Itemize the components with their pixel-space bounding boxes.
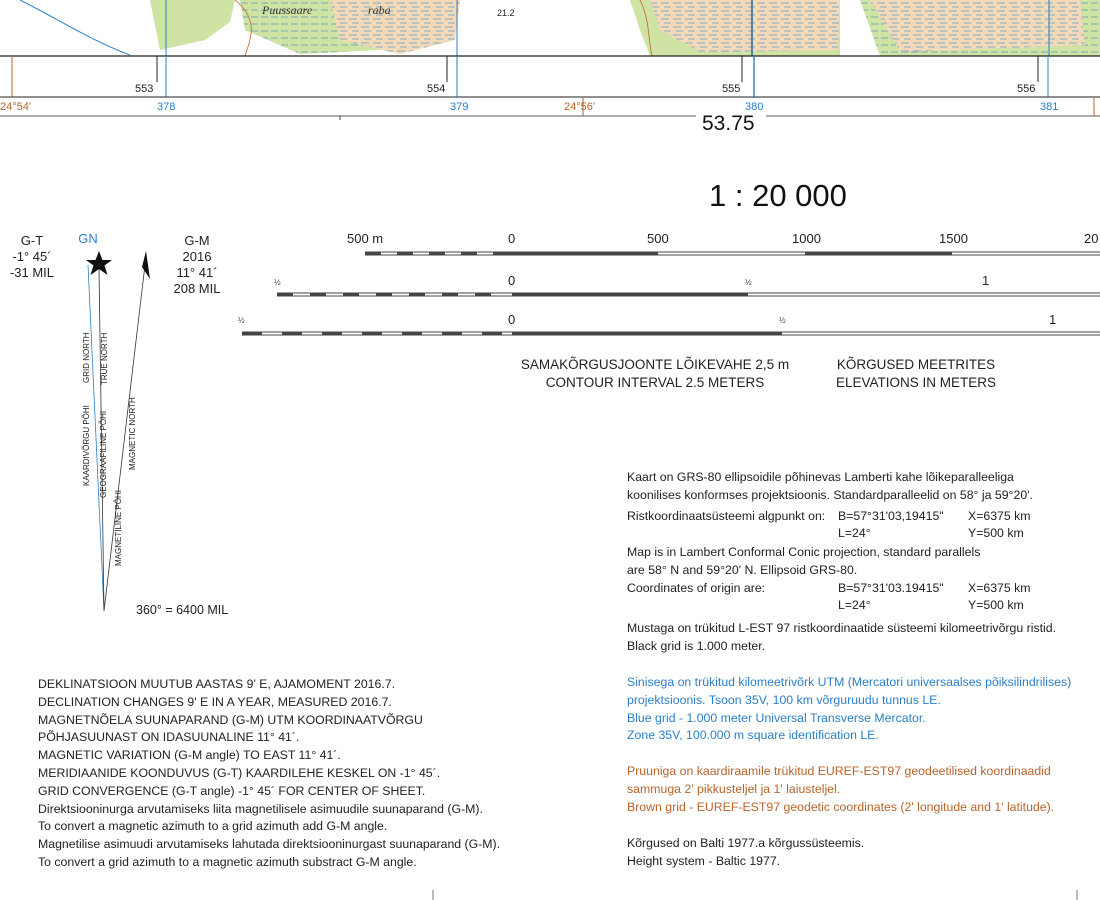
declination-line: To convert a grid azimuth to a magnetic azimuth substract G-M angle. (38, 854, 417, 869)
utm-number: 381 (1040, 101, 1059, 113)
declination-line: DEKLINATSIOON MUUTUB AASTAS 9' E, AJAMOMENT 2016.7. (38, 677, 396, 691)
declination-line: MERIDIAANIDE KOONDUVUS (G-T) KAARDILEHE KESKEL ON -1° 45´. (38, 765, 441, 780)
projection-et (627, 469, 1033, 505)
gt-label: G-T (20, 233, 44, 248)
projection-en-line: are 58° N and 59°20' N. Ellipsoid GRS-80. (627, 562, 858, 577)
blue-grid-line: Blue grid - 1.000 meter Universal Transverse Mercator. (627, 710, 926, 725)
black-grid-note (627, 620, 1056, 656)
magnetic-north-line (104, 265, 145, 611)
scale-label: 1000 (792, 231, 821, 246)
gm-year: 2016 (182, 249, 212, 264)
brown-grid-line: Brown grid - EUREF-EST97 geodetic coordinates (2' longitude and 1' latitude). (627, 799, 1055, 814)
origin-label-en: Coordinates of origin are: (627, 581, 766, 595)
true-north-et-label: GEOGRAAFILINE PÕHI (99, 410, 108, 498)
scale-label: 20 (1084, 231, 1099, 246)
origin-x-et: X=6375 km (968, 509, 1031, 523)
brown-grid-line: sammuga 2' pikkusteljel ja 1' laiusteljel. (627, 781, 841, 796)
map-frame (0, 0, 1100, 140)
gm-label: G-M (184, 233, 210, 248)
elevation-note (826, 356, 1006, 392)
origin-l-en: L=24° (838, 598, 871, 612)
elevation-note-et: KÕRGUSED MEETRITES (836, 357, 996, 372)
origin-y-et: Y=500 km (968, 526, 1024, 540)
scale-label: 500 m (347, 231, 384, 246)
place-label: Puussaare (262, 3, 313, 17)
scale-label: 1500 (939, 231, 968, 246)
magnetic-north-label: MAGNETIC NORTH (128, 397, 137, 470)
longitude-label: 24°54' (0, 101, 31, 113)
grid-number: 554 (427, 83, 446, 95)
grid-north-label: GRID NORTH (82, 332, 91, 383)
origin-b-en: B=57°31'03.19415" (838, 581, 944, 595)
bottom-ticks (0, 888, 1100, 900)
blue-grid-line: projektsioonis. Tsoon 35V, 100 km võrguruudu tunnus LE. (627, 692, 941, 707)
blue-grid-note (627, 674, 1071, 745)
scale-ratio: 1 : 20 000 (709, 178, 847, 213)
origin-label-et: Ristkoordinaatsüsteemi algpunkt on: (627, 509, 826, 523)
scale-label: ½ (779, 316, 786, 325)
projection-et-line: Kaart on GRS-80 ellipsoidile põhinevas Lamberti kahe lõikeparalleeliga (627, 470, 1014, 484)
declination-line: MAGNETIC VARIATION (G-M angle) TO EAST 11° 41´. (38, 748, 341, 763)
height-system-note (627, 835, 864, 871)
scale-label: ½ (238, 316, 245, 325)
gt-mil: -31 MIL (9, 265, 55, 280)
brown-grid-line: Pruuniga on kaardiraamile trükitud EUREF-EST97 geodeetilised koordinaadid (627, 764, 1051, 778)
scale-label: ½ (745, 278, 752, 287)
origin-l-et: L=24° (838, 526, 871, 540)
grid-number: 553 (135, 83, 154, 95)
half-arrow-icon (142, 251, 150, 279)
declination-line: MAGNETNÕELA SUUNAPARAND (G-M) UTM KOORDINAATVÕRGU (38, 712, 423, 727)
contour-note-en: CONTOUR INTERVAL 2.5 METERS (545, 375, 765, 390)
gm-mil: 208 MIL (173, 281, 221, 296)
declination-line: Direktsiooninurga arvutamiseks liita magnetilisele asimuudile suunaparand (G-M). (38, 801, 483, 816)
black-grid-line: Black grid is 1.000 meter. (627, 638, 766, 653)
origin-b-et: B=57°31'03,19415" (838, 509, 944, 523)
scale-label: ½ (274, 278, 281, 287)
gt-degrees: -1° 45´ (12, 249, 52, 264)
declination-line: Magnetilise asimuudi arvutamiseks lahutada direktsiooninurgast suunaparand (G-M). (38, 837, 501, 852)
longitude-label: 24°56' (564, 101, 595, 113)
scale-label: 500 (647, 231, 669, 246)
projection-en (627, 544, 980, 580)
declination-text (38, 676, 500, 872)
origin-y-en: Y=500 km (968, 598, 1024, 612)
projection-et-line: koonilises konformses projektsioonis. Standardparalleelid on 58° ja 59°20'. (627, 487, 1033, 502)
elevation-note-en: ELEVATIONS IN METERS (835, 375, 997, 390)
full-circle-note: 360° = 6400 MIL (136, 603, 229, 617)
grid-number: 556 (1017, 83, 1036, 95)
utm-number: 380 (745, 101, 764, 113)
height-system-line: Kõrgused on Balti 1977.a kõrgussüsteemis. (627, 836, 865, 850)
gn-label: GN (78, 231, 98, 246)
grid-number: 555 (722, 83, 741, 95)
scale-label: 0 (508, 273, 516, 288)
declination-line: DECLINATION CHANGES 9' E IN A YEAR, MEASURED 2016.7. (38, 694, 392, 709)
blue-grid-line: Sinisega on trükitud kilomeetrivõrk UTM (Mercatori universaalses põiksilindrilises) (627, 675, 1072, 689)
declination-line: PÕHJASUUNAST ON IDASUUNALINE 11° 41´. (38, 730, 300, 745)
projection-en-line: Map is in Lambert Conformal Conic projection, standard parallels (627, 545, 981, 559)
contour-note-et: SAMAKÕRGUSJOONTE LÕIKEVAHE 2,5 m (520, 357, 790, 372)
spot-height: 21.2 (497, 8, 515, 18)
scale-bars (0, 240, 1100, 340)
utm-number: 379 (450, 101, 469, 113)
contour-interval-note (512, 356, 798, 392)
gt-block (8, 233, 56, 281)
scale-label: 1 (982, 273, 990, 288)
grid-north-et-label: KAARDIVÕRGU PÕHI (82, 405, 91, 486)
sheet-reference-number: 53.75 (702, 112, 755, 135)
black-grid-line: Mustaga on trükitud L-EST 97 ristkoordinaatide süsteemi kilomeetrivõrgu ristid. (627, 621, 1056, 635)
brown-grid-note (627, 763, 1054, 816)
place-label: raba (368, 3, 391, 17)
scale-label: 0 (508, 231, 516, 246)
utm-number: 378 (157, 101, 176, 113)
gm-block (170, 233, 224, 297)
origin-x-en: X=6375 km (968, 581, 1031, 595)
magnetic-north-et-label: MAGNETILINE PÕHI (114, 489, 123, 566)
true-north-label: TRUE NORTH (100, 332, 109, 385)
scale-label: 1 (1049, 312, 1057, 327)
height-system-line: Height system - Baltic 1977. (627, 853, 781, 868)
gm-degrees: 11° 41´ (176, 265, 218, 280)
declination-line: To convert a magnetic azimuth to a grid azimuth add G-M angle. (38, 819, 388, 834)
declination-line: GRID CONVERGENCE (G-T angle) -1° 45´ FOR CENTER OF SHEET. (38, 783, 426, 798)
scale-label: 0 (508, 312, 516, 327)
blue-grid-line: Zone 35V, 100.000 m square identification LE. (627, 728, 879, 743)
